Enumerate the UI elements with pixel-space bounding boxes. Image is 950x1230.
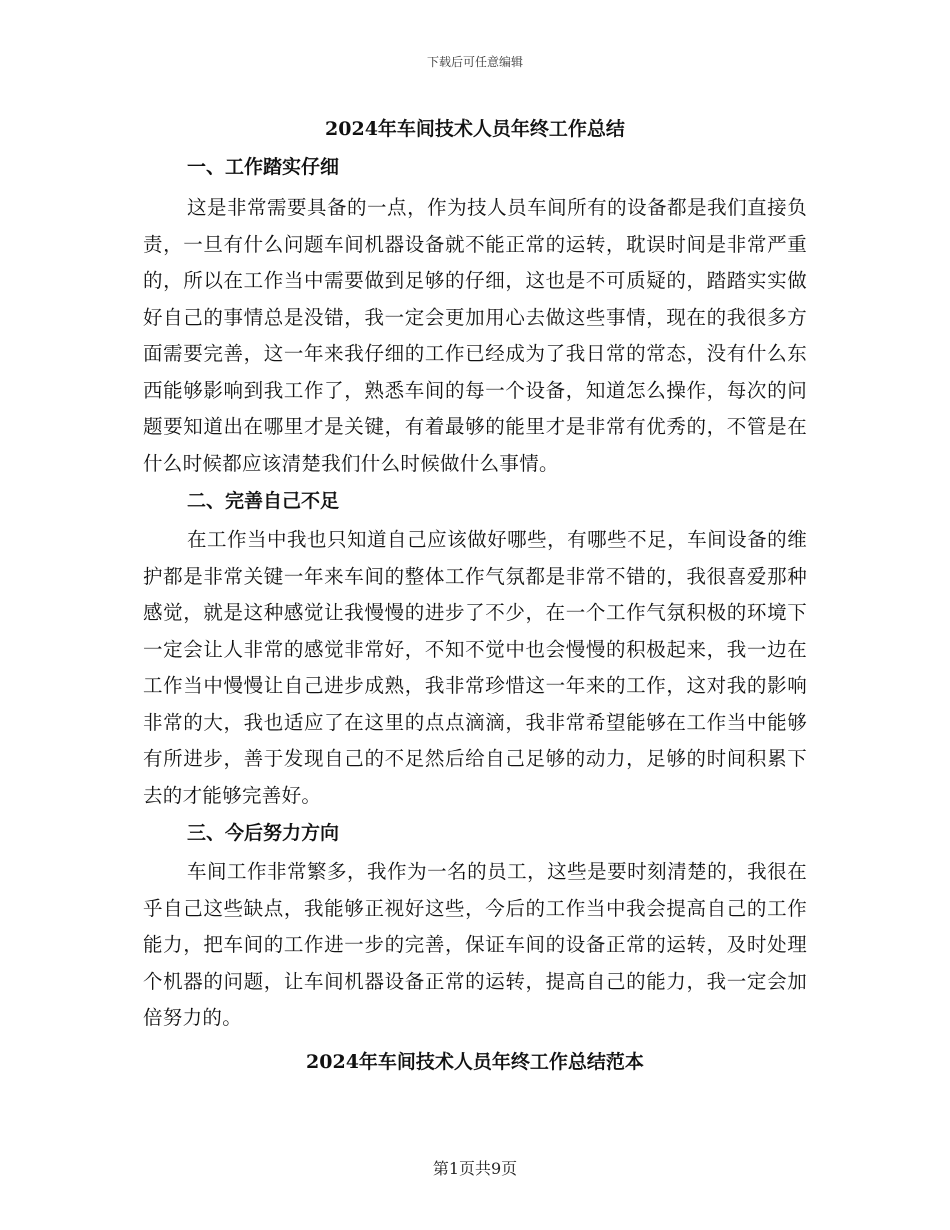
section-paragraph-1: 这是非常需要具备的一点，作为技人员车间所有的设备都是我们直接负责，一旦有什么问题车间机器设备就不能正常的运转，耽误时间是非常严重的，所以在工作当中需要做到足够的仔细，这也是不可质疑的，踏踏实实做好自己的事情总是没错，我一定会更加用心去做这些事情，现在的我很多方面需要完善，这一年来我仔细的工作已经成为了我日常的常态，没有什么东西能够影响到我工作了，熟悉车间的每一个设备，知道怎么操作，每次的问题要知道出在哪里才是关键，有着最够的能里才是非常有优秀的，不管是在什么时候都应该清楚我们什么时候做什么事情。 <box>143 196 807 475</box>
next-document-title: 2024年车间技术人员年终工作总结范本 <box>306 1050 644 1073</box>
section-heading-1: 一、工作踏实仔细 <box>187 156 340 178</box>
section-heading-2: 二、完善自己不足 <box>187 490 340 512</box>
page-indicator: 第1页共9页 <box>432 1159 518 1178</box>
section-paragraph-3: 车间工作非常繁多，我作为一名的员工，这些是要时刻清楚的，我很在乎自己这些缺点，我能够正视好这些，今后的工作当中我会提高自己的工作能力，把车间的工作进一步的完善，保证车间的设备正常的运转，及时处理个机器的问题，让车间机器设备正常的运转，提高自己的能力，我一定会加倍努力的。 <box>143 860 807 1029</box>
page-header-note: 下载后可任意编辑 <box>426 55 523 69</box>
section-paragraph-2: 在工作当中我也只知道自己应该做好哪些，有哪些不足，车间设备的维护都是非常关键一年来车间的整体工作气氛都是非常不错的，我很喜爱那种感觉，就是这种感觉让我慢慢的进步了不少，在一个工作气氛积极的环境下一定会让人非常的感觉非常好，不知不觉中也会慢慢的积极起来，我一边在工作当中慢慢让自己进步成熟，我非常珍惜这一年来的工作，这对我的影响非常的大，我也适应了在这里的点点滴滴，我非常希望能够在工作当中能够有所进步，善于发现自己的不足然后给自己足够的动力，足够的时间积累下去的才能够完善好。 <box>143 528 807 807</box>
document-title: 2024年车间技术人员年终工作总结 <box>325 118 625 140</box>
section-heading-3: 三、今后努力方向 <box>187 822 340 844</box>
document-body <box>143 112 807 1079</box>
